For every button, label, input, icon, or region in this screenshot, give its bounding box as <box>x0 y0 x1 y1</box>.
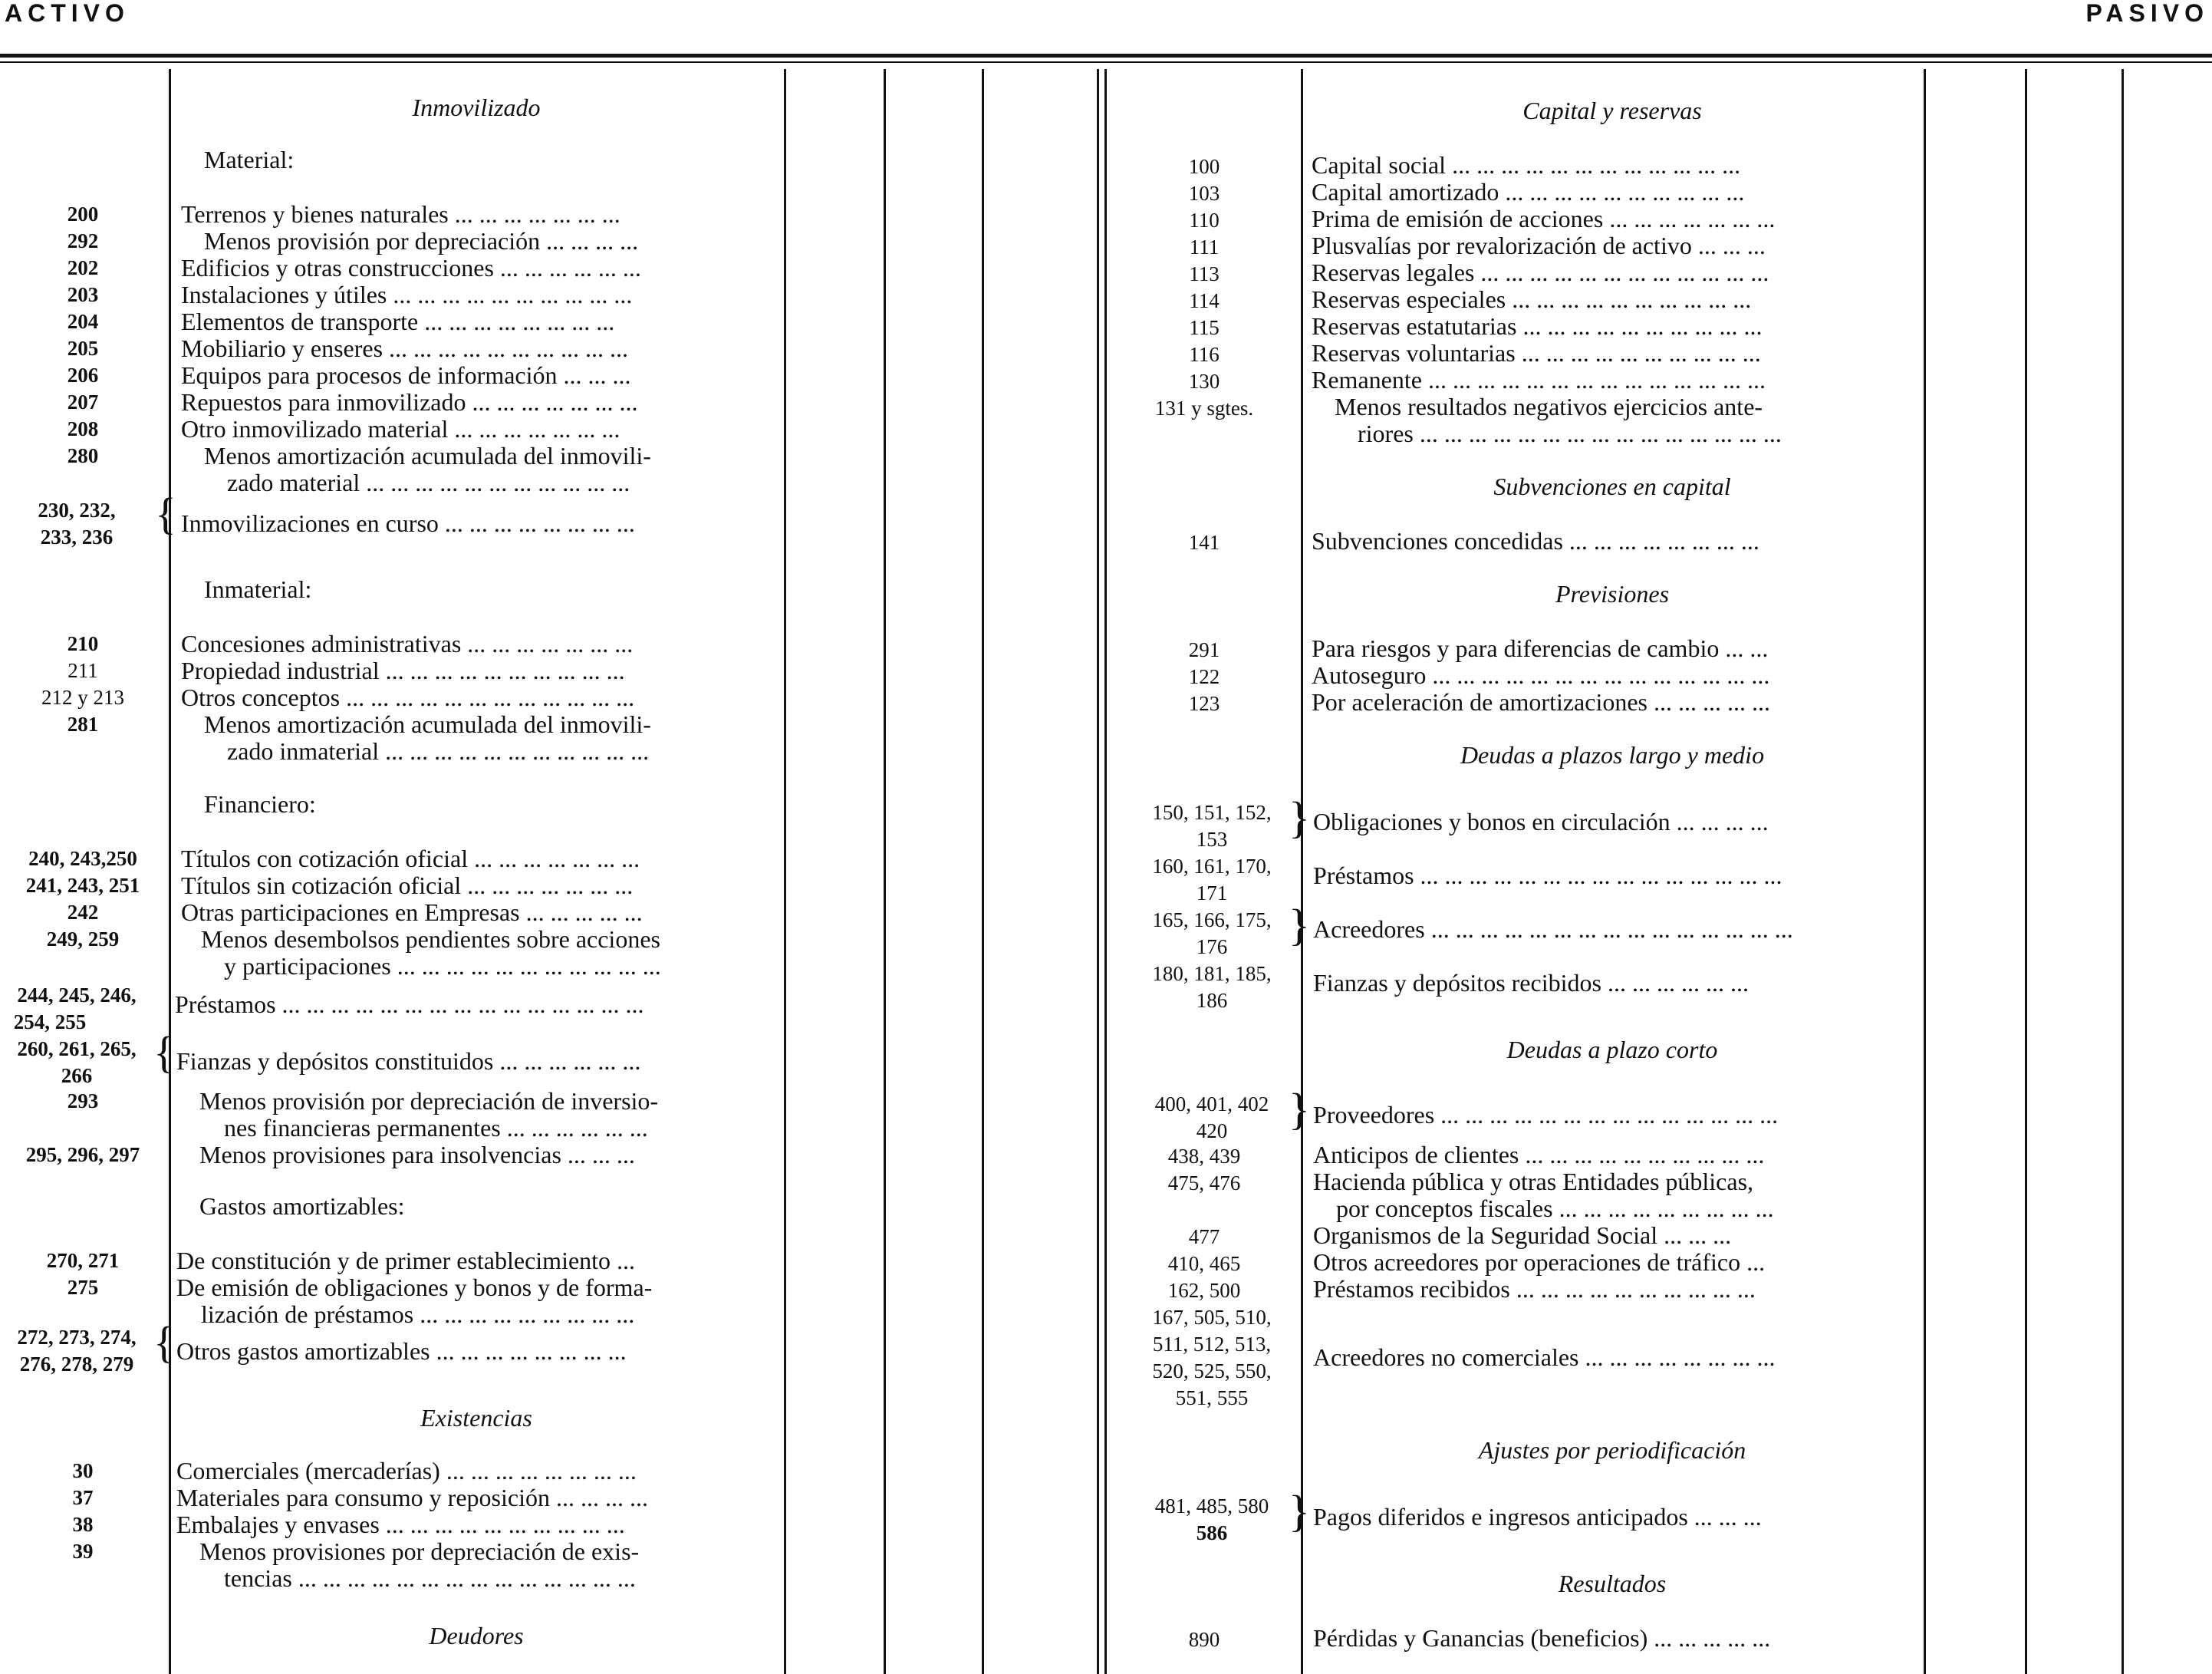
account-label: Reservas estatutarias ... ... ... ... ... ... ... ... ... ... <box>1312 312 1763 340</box>
brace-icon: } <box>1289 793 1310 842</box>
account-code: 280 <box>67 444 99 467</box>
account-code: 39 <box>72 1540 94 1563</box>
top-rule-thick <box>0 54 2212 58</box>
activo-code-divider <box>169 69 171 1674</box>
account-label: Menos provisiones para insolvencias ... ... ... <box>199 1141 635 1168</box>
account-label: Terrenos y bienes naturales ... ... ... ... ... ... ... <box>181 200 620 228</box>
account-code: 212 y 213 <box>41 686 124 709</box>
account-label: Menos provisiones por depreciación de exis- <box>199 1537 640 1565</box>
deudores-title: Deudores <box>429 1622 524 1649</box>
account-code: 200 <box>67 203 99 226</box>
pasivo-amount-divider-3 <box>2121 69 2124 1674</box>
account-label: Otro inmovilizado material ... ... ... ... ... ... ... <box>181 415 620 443</box>
account-code: 276, 278, 279 <box>19 1353 134 1376</box>
account-code: 203 <box>67 283 99 306</box>
account-label: Elementos de transporte ... ... ... ... ... ... ... ... <box>181 308 615 335</box>
account-label: Equipos para procesos de información ... ... ... <box>181 361 631 389</box>
account-label: Edificios y otras construcciones ... ... ... ... ... ... <box>181 254 641 282</box>
account-label-continued: y participaciones ... ... ... ... ... ... ... ... ... ... ... <box>224 952 661 980</box>
account-label: Embalajes y envases ... ... ... ... ... ... ... ... ... ... <box>176 1511 625 1538</box>
account-label: Autoseguro ... ... ... ... ... ... ... ... ... ... ... ... ... ... <box>1312 661 1770 689</box>
activo-header: ACTIVO <box>5 0 130 27</box>
account-code: 272, 273, 274, <box>17 1326 137 1349</box>
account-code: 202 <box>67 256 99 279</box>
inmaterial-title: Inmaterial: <box>204 575 312 603</box>
account-code: 475, 476 <box>1167 1171 1241 1195</box>
account-code: 123 <box>1188 692 1220 715</box>
activo-amount-divider-2 <box>884 69 886 1674</box>
account-label: Reservas especiales ... ... ... ... ... ... ... ... ... ... <box>1312 285 1752 313</box>
account-code: 100 <box>1188 155 1220 178</box>
brace-icon: { <box>153 1317 175 1367</box>
account-label: De constitución y de primer establecimiento ... <box>176 1247 636 1274</box>
account-label: Fianzas y depósitos recibidos ... ... ... ... ... ... <box>1313 969 1749 997</box>
account-code: 114 <box>1189 289 1220 312</box>
account-code: 477 <box>1188 1225 1220 1248</box>
account-label-continued: lización de préstamos ... ... ... ... ... ... ... ... ... <box>201 1300 635 1328</box>
account-code: 206 <box>67 364 99 387</box>
center-divider-right <box>1104 69 1107 1674</box>
account-code: 244, 245, 246, <box>17 984 137 1007</box>
account-code: 400, 401, 402 <box>1154 1092 1269 1115</box>
account-label: Fianzas y depósitos constituidos ... ... ... ... ... ... <box>176 1047 641 1075</box>
account-label: Títulos sin cotización oficial ... ... ... ... ... ... ... <box>181 872 634 899</box>
account-code: 150, 151, 152, <box>1152 801 1272 824</box>
account-label: Concesiones administrativas ... ... ... ... ... ... ... <box>181 630 634 657</box>
account-label: Pérdidas y Ganancias (beneficios) ... ... ... ... ... <box>1313 1624 1771 1652</box>
account-label: Reservas legales ... ... ... ... ... ... ... ... ... ... ... ... <box>1312 259 1769 286</box>
account-code: 266 <box>61 1064 93 1087</box>
account-code: 176 <box>1196 935 1228 958</box>
account-label: Por aceleración de amortizaciones ... ... ... ... ... <box>1312 688 1770 716</box>
account-code: 160, 161, 170, <box>1152 855 1272 878</box>
account-label-continued: riores ... ... ... ... ... ... ... ... ... ... ... ... ... ... ... <box>1358 420 1782 447</box>
account-code: 586 <box>1196 1521 1228 1544</box>
account-code: 165, 166, 175, <box>1152 908 1272 931</box>
account-code: 37 <box>72 1486 94 1509</box>
account-label: Otras participaciones en Empresas ... ... ... ... ... <box>181 898 643 926</box>
account-code: 115 <box>1189 316 1220 339</box>
account-label: Pagos diferidos e ingresos anticipados ... ... ... <box>1313 1503 1762 1531</box>
account-label: Hacienda pública y otras Entidades públicas, <box>1313 1168 1754 1195</box>
inmovilizado-title: Inmovilizado <box>412 94 541 121</box>
account-label: Préstamos ... ... ... ... ... ... ... ... ... ... ... ... ... ... ... <box>1313 862 1782 889</box>
account-label: Subvenciones concedidas ... ... ... ... ... ... ... ... <box>1312 527 1759 555</box>
financiero-title: Financiero: <box>204 790 316 818</box>
account-label: Menos resultados negativos ejercicios ante- <box>1335 393 1763 420</box>
account-label-continued: nes financieras permanentes ... ... ... ... ... ... <box>224 1114 648 1142</box>
account-label-continued: zado inmaterial ... ... ... ... ... ... ... ... ... ... ... <box>227 737 650 765</box>
account-code: 233, 236 <box>40 526 114 549</box>
account-code: 207 <box>67 390 99 414</box>
account-label: Comerciales (mercaderías) ... ... ... ... ... ... ... ... <box>176 1457 637 1485</box>
account-code: 153 <box>1196 828 1228 851</box>
account-label: Menos amortización acumulada del inmovili- <box>204 442 651 470</box>
account-code: 141 <box>1188 531 1220 554</box>
account-label: Otros gastos amortizables ... ... ... ... ... ... ... ... <box>176 1337 627 1365</box>
account-code: 293 <box>67 1089 99 1112</box>
account-code: 180, 181, 185, <box>1152 962 1272 985</box>
account-code: 520, 525, 550, <box>1152 1359 1272 1382</box>
account-label: Capital social ... ... ... ... ... ... ... ... ... ... ... ... <box>1312 151 1741 179</box>
pasivo-amount-divider-1 <box>1924 69 1926 1674</box>
account-code: 260, 261, 265, <box>17 1037 137 1060</box>
top-rule-thin <box>0 61 2212 63</box>
account-code: 270, 271 <box>46 1249 120 1272</box>
account-label: Proveedores ... ... ... ... ... ... ... ... ... ... ... ... ... ... <box>1313 1101 1779 1129</box>
pasivo-header: PASIVO <box>2085 0 2209 27</box>
account-label: Acreedores ... ... ... ... ... ... ... ... ... ... ... ... ... ... ... <box>1313 915 1793 943</box>
activo-amount-divider-1 <box>784 69 786 1674</box>
account-code: 295, 296, 297 <box>25 1143 140 1166</box>
account-code: 204 <box>67 310 99 333</box>
account-code: 481, 485, 580 <box>1154 1494 1269 1517</box>
brace-icon: { <box>153 1027 175 1077</box>
account-label: Préstamos recibidos ... ... ... ... ... ... ... ... ... ... <box>1313 1275 1756 1303</box>
account-label: Títulos con cotización oficial ... ... ... ... ... ... ... <box>181 845 640 872</box>
brace-icon: } <box>1289 900 1310 950</box>
brace-icon: } <box>1289 1084 1310 1134</box>
activo-amount-divider-3 <box>982 69 984 1674</box>
account-label: Mobiliario y enseres ... ... ... ... ... ... ... ... ... ... <box>181 334 629 362</box>
account-label-continued: por conceptos fiscales ... ... ... ... ... ... ... ... ... <box>1336 1195 1774 1222</box>
account-code: 171 <box>1196 881 1228 905</box>
account-code: 890 <box>1188 1628 1220 1651</box>
account-label-continued: zado material ... ... ... ... ... ... ... ... ... ... ... <box>227 469 630 496</box>
account-label: Acreedores no comerciales ... ... ... ... ... ... ... ... <box>1313 1343 1776 1371</box>
pasivo-amount-divider-2 <box>2025 69 2027 1674</box>
account-label: Remanente ... ... ... ... ... ... ... ... ... ... ... ... ... ... <box>1312 366 1766 394</box>
account-label: Para riesgos y para diferencias de cambio ... ... <box>1312 634 1769 662</box>
account-code: 420 <box>1196 1119 1228 1142</box>
account-code: 111 <box>1189 236 1220 259</box>
account-label: Obligaciones y bonos en circulación ... ... ... ... <box>1313 808 1769 835</box>
brace-icon: { <box>155 489 176 539</box>
account-label: Materiales para consumo y reposición ... ... ... ... <box>176 1484 648 1511</box>
account-label: Otros acreedores por operaciones de tráfico ... <box>1313 1248 1766 1276</box>
pasivo-code-divider <box>1301 69 1303 1674</box>
gastos-title: Gastos amortizables: <box>199 1192 405 1220</box>
subvenciones-title: Subvenciones en capital <box>1493 473 1731 500</box>
account-label: Inmovilizaciones en curso ... ... ... ... ... ... ... ... <box>181 509 635 537</box>
account-label: Menos desembolsos pendientes sobre acciones <box>201 925 660 953</box>
account-code: 438, 439 <box>1167 1145 1241 1168</box>
account-code: 551, 555 <box>1175 1386 1249 1409</box>
account-code: 167, 505, 510, <box>1152 1306 1272 1329</box>
account-label: Reservas voluntarias ... ... ... ... ... ... ... ... ... ... <box>1312 339 1761 367</box>
account-code: 210 <box>67 632 99 655</box>
account-label: Menos amortización acumulada del inmovili- <box>204 710 651 738</box>
account-code: 211 <box>67 659 98 682</box>
account-label: Organismos de la Seguridad Social ... ... ... <box>1313 1221 1732 1249</box>
account-label: Prima de emisión de acciones ... ... ... ... ... ... ... <box>1312 205 1776 232</box>
brace-icon: } <box>1289 1486 1310 1536</box>
account-label: Instalaciones y útiles ... ... ... ... ... ... ... ... ... ... <box>181 281 633 308</box>
account-code: 208 <box>67 417 99 440</box>
account-code: 292 <box>67 229 99 252</box>
account-code: 511, 512, 513, <box>1152 1333 1272 1356</box>
account-label: Capital amortizado ... ... ... ... ... ... ... ... ... ... <box>1312 178 1745 206</box>
resultados-title: Resultados <box>1558 1570 1667 1597</box>
account-code: 130 <box>1188 370 1220 393</box>
center-divider-left <box>1097 69 1099 1674</box>
account-code: 254, 255 <box>13 1010 87 1033</box>
account-label: Propiedad industrial ... ... ... ... ... ... ... ... ... ... <box>181 657 625 684</box>
account-label: Menos provisión por depreciación ... ... ... ... <box>204 227 639 255</box>
account-code: 291 <box>1188 638 1220 661</box>
account-code: 38 <box>72 1513 94 1536</box>
account-code: 116 <box>1189 343 1220 366</box>
account-label: Repuestos para inmovilizado ... ... ... ... ... ... ... <box>181 388 638 416</box>
account-code: 241, 243, 251 <box>25 874 140 897</box>
existencias-title: Existencias <box>420 1404 532 1432</box>
account-code: 240, 243,250 <box>28 847 137 870</box>
account-code: 186 <box>1196 989 1228 1012</box>
account-code: 30 <box>72 1459 94 1482</box>
account-code: 242 <box>67 901 99 924</box>
capital-title: Capital y reservas <box>1522 97 1702 124</box>
account-label-continued: tencias ... ... ... ... ... ... ... ... ... ... ... ... ... ... <box>224 1564 636 1592</box>
account-label: Anticipos de clientes ... ... ... ... ... ... ... ... ... ... <box>1313 1141 1765 1168</box>
largo-title: Deudas a plazos largo y medio <box>1460 741 1765 769</box>
account-code: 162, 500 <box>1167 1279 1241 1302</box>
account-code: 103 <box>1188 182 1220 205</box>
account-code: 281 <box>67 713 99 736</box>
account-label: Menos provisión por depreciación de inversio- <box>199 1087 659 1115</box>
account-label: Préstamos ... ... ... ... ... ... ... ... ... ... ... ... ... ... ... <box>175 990 644 1018</box>
account-label: De emisión de obligaciones y bonos y de forma- <box>176 1274 653 1301</box>
account-code: 205 <box>67 337 99 360</box>
account-label: Otros conceptos ... ... ... ... ... ... ... ... ... ... ... ... <box>181 684 635 711</box>
account-code: 230, 232, <box>38 499 116 522</box>
previsiones-title: Previsiones <box>1555 580 1670 608</box>
corto-title: Deudas a plazo corto <box>1506 1036 1718 1063</box>
account-label: Plusvalías por revalorización de activo ... ... ... <box>1312 232 1766 259</box>
account-code: 131 y sgtes. <box>1154 397 1254 420</box>
material-title: Material: <box>204 146 295 173</box>
account-code: 275 <box>67 1276 99 1299</box>
ajustes-title: Ajustes por periodificación <box>1478 1436 1746 1464</box>
account-code: 110 <box>1189 209 1220 232</box>
account-code: 410, 465 <box>1167 1252 1241 1275</box>
account-code: 113 <box>1189 262 1220 285</box>
account-code: 249, 259 <box>46 928 120 951</box>
account-code: 122 <box>1188 665 1220 688</box>
